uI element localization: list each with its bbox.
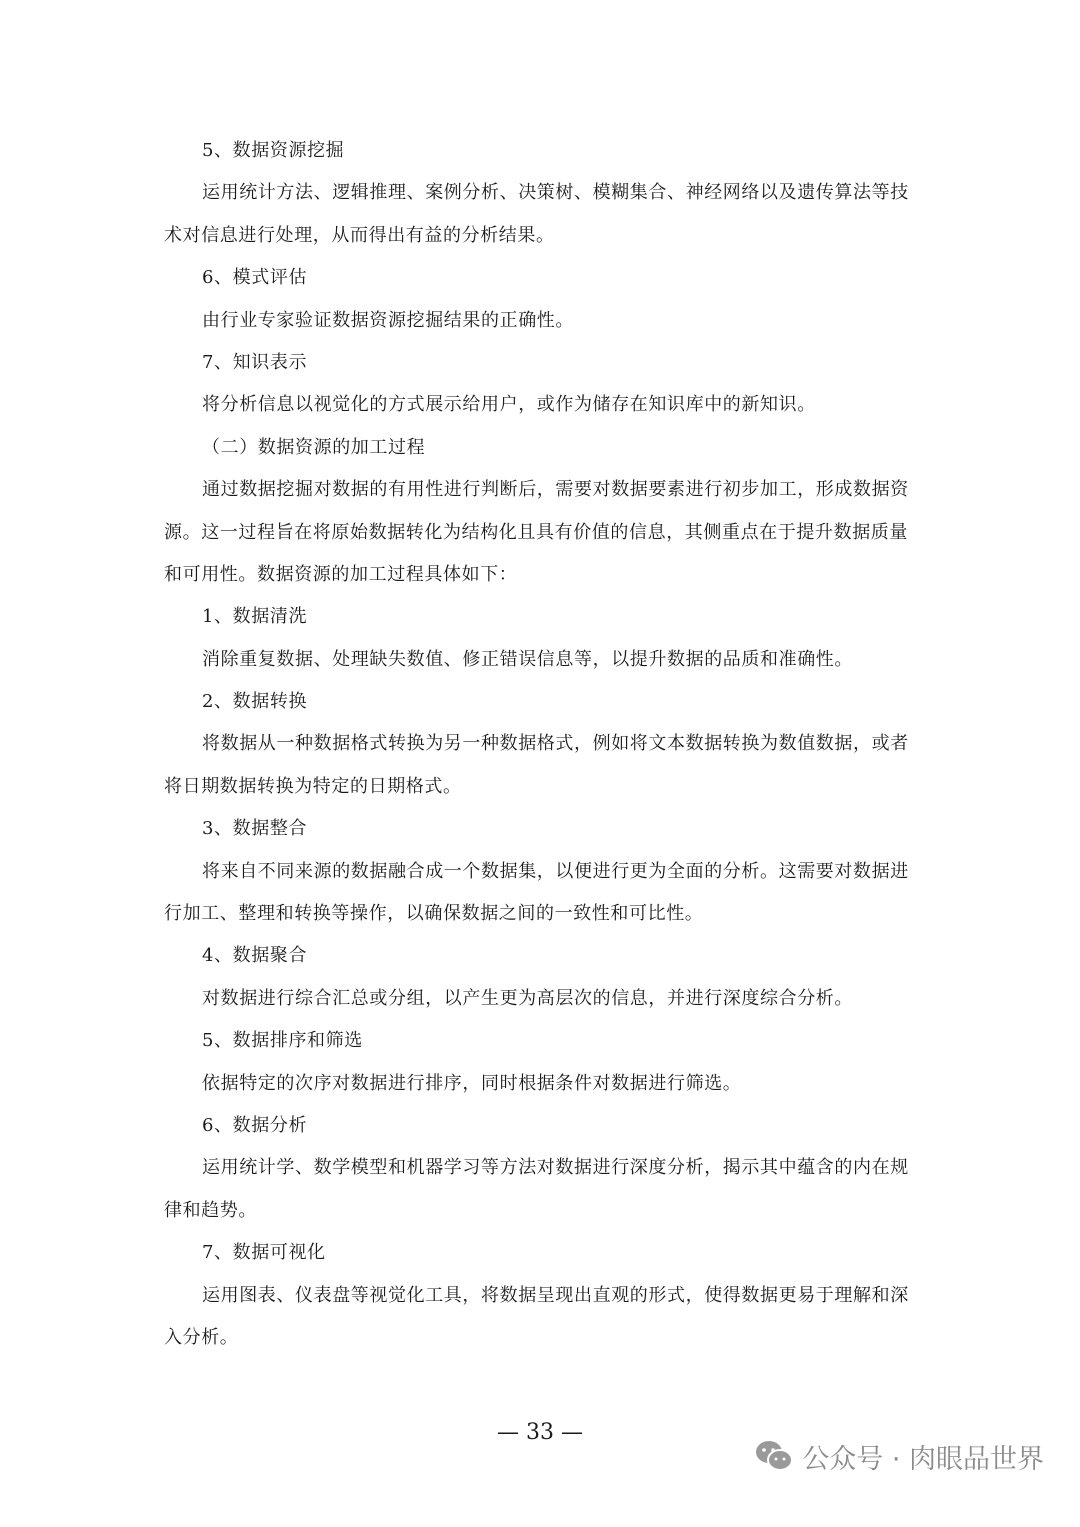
text-line: 运用统计学、数学模型和机器学习等方法对数据进行深度分析，揭示其中蕴含的内在规 (202, 1157, 909, 1179)
text-line: 通过数据挖掘对数据的有用性进行判断后，需要对数据要素进行初步加工，形成数据资 (202, 479, 909, 501)
page-number: — 33 — (497, 1420, 583, 1445)
text-line: 由行业专家验证数据资源挖掘结果的正确性。 (202, 309, 574, 331)
text-line: 6、模式评估 (202, 267, 308, 289)
text-line: 行加工、整理和转换等操作，以确保数据之间的一致性和可比性。 (164, 903, 704, 925)
text-line: 将日期数据转换为特定的日期格式。 (164, 775, 462, 797)
text-line: 1、数据清洗 (202, 606, 308, 628)
text-line: 将来自不同来源的数据融合成一个数据集，以便进行更为全面的分析。这需要对数据进 (202, 860, 909, 882)
text-line: 和可用性。数据资源的加工过程具体如下： (164, 563, 518, 585)
text-line: 7、数据可视化 (202, 1242, 326, 1264)
text-line: 入分析。 (164, 1326, 239, 1348)
wechat-icon (754, 1439, 794, 1473)
text-line: 依据特定的次序对数据进行排序，同时根据条件对数据进行筛选。 (202, 1072, 742, 1094)
text-line: 7、知识表示 (202, 351, 308, 373)
document-body (164, 130, 918, 1359)
text-line: 5、数据排序和筛选 (202, 1030, 363, 1052)
watermark (754, 1436, 1044, 1476)
text-line: （二）数据资源的加工过程 (202, 436, 426, 458)
text-line: 6、数据分析 (202, 1114, 308, 1136)
text-line: 源。这一过程旨在将原始数据转化为结构化且具有价值的信息，其侧重点在于提升数据质量 (164, 521, 908, 543)
watermark-text: 公众号 · 肉眼品世界 (802, 1443, 1044, 1475)
text-line: 运用图表、仪表盘等视觉化工具，将数据呈现出直观的形式，使得数据更易于理解和深 (202, 1284, 909, 1306)
text-line: 运用统计方法、逻辑推理、案例分析、决策树、模糊集合、神经网络以及遗传算法等技 (202, 182, 909, 204)
text-line: 术对信息进行处理，从而得出有益的分析结果。 (164, 224, 555, 246)
text-line: 5、数据资源挖掘 (202, 140, 345, 161)
text-line: 3、数据整合 (202, 818, 308, 840)
text-line: 消除重复数据、处理缺失数值、修正错误信息等，以提升数据的品质和准确性。 (202, 648, 853, 670)
text-line: 将数据从一种数据格式转换为另一种数据格式，例如将文本数据转换为数值数据，或者 (202, 733, 909, 755)
text-line: 将分析信息以视觉化的方式展示给用户，或作为储存在知识库中的新知识。 (202, 394, 816, 416)
text-line: 律和趋势。 (164, 1199, 257, 1221)
text-line: 2、数据转换 (202, 691, 308, 713)
text-line: 对数据进行综合汇总或分组，以产生更为高层次的信息，并进行深度综合分析。 (202, 987, 853, 1009)
text-line: 4、数据聚合 (202, 945, 308, 967)
